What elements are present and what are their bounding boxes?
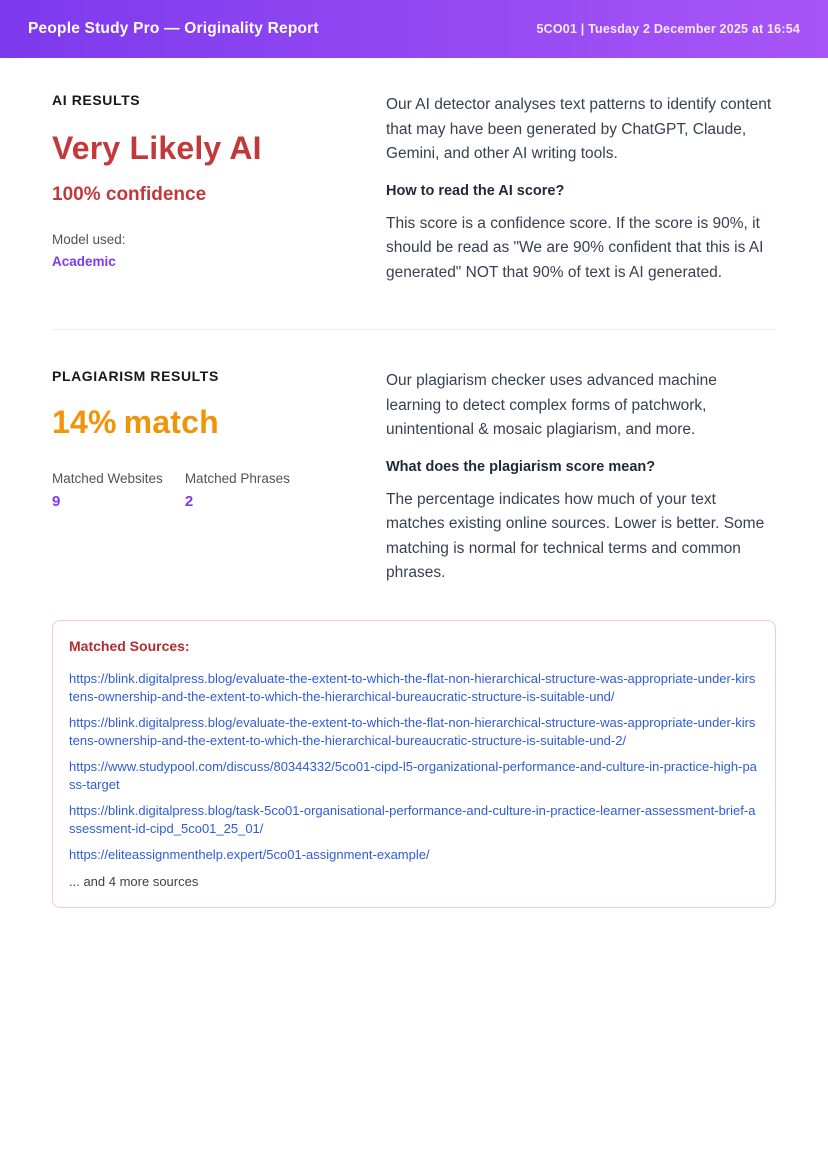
matched-websites-stat	[52, 471, 163, 510]
ai-verdict: Very Likely AI	[52, 130, 262, 166]
source-link[interactable]: https://eliteassignmenthelp.expert/5co01-assignment-example/	[69, 846, 430, 862]
plagiarism-score-suffix: match	[123, 404, 219, 440]
ai-confidence: 100% confidence	[52, 184, 207, 205]
ai-results-description	[386, 92, 776, 285]
matched-phrases-stat	[185, 471, 293, 510]
ai-score-subheading: How to read the AI score?	[386, 182, 565, 199]
plagiarism-score-subheading: What does the plagiarism score mean?	[386, 458, 656, 475]
plagiarism-description-text: Our plagiarism checker uses advanced machine learning to detect complex forms of patchwork, unintentional & mosaic plagiarism, and more.	[386, 372, 717, 438]
source-link[interactable]: https://blink.digitalpress.blog/evaluate-the-extent-to-which-the-flat-non-hierarchical-structure-was-appropriate-under-kirstens-ownership-and-the-extent-to-which-the-hierarchical-bureaucratic-structure-is-suitable-und-2/	[69, 714, 756, 748]
plagiarism-score-percent: 14%	[52, 404, 117, 440]
matched-sources-heading: Matched Sources:	[69, 637, 190, 654]
report-body	[0, 58, 828, 586]
source-link[interactable]: https://blink.digitalpress.blog/task-5co01-organisational-performance-and-culture-in-practice-learner-assessment-brief-assessment-id-cipd_5co01_25_01/	[69, 802, 756, 836]
more-sources-text: ... and 4 more sources	[69, 874, 199, 889]
ai-score-explanation: This score is a confidence score. If the score is 90%, it should be read as "We are 90% confident that this is AI generated" NOT that 90% of text is AI generated.	[386, 214, 764, 281]
report-meta: 5CO01 | Tuesday 2 December 2025 at 16:54	[536, 22, 800, 36]
plagiarism-score	[52, 404, 386, 441]
model-used-value: Academic	[52, 254, 116, 269]
report-header	[0, 0, 828, 58]
plagiarism-results-section	[52, 368, 776, 586]
source-link[interactable]: https://blink.digitalpress.blog/evaluate-the-extent-to-which-the-flat-non-hierarchical-structure-was-appropriate-under-kirstens-ownership-and-the-extent-to-which-the-hierarchical-bureaucratic-structure-is-suitable-und/	[69, 670, 756, 704]
ai-results-heading: AI RESULTS	[52, 92, 141, 108]
matched-phrases-label: Matched Phrases	[184, 471, 290, 486]
section-divider	[52, 329, 776, 330]
matched-websites-label: Matched Websites	[52, 471, 163, 486]
matched-websites-value: 9	[52, 493, 61, 510]
model-used-label: Model used:	[52, 232, 126, 247]
plagiarism-summary	[52, 368, 386, 586]
source-link[interactable]: https://www.studypool.com/discuss/80344332/5co01-cipd-l5-organizational-performance-and-culture-in-practice-high-pass-target	[69, 758, 757, 792]
plagiarism-results-heading: PLAGIARISM RESULTS	[52, 368, 219, 384]
report-title: People Study Pro — Originality Report	[28, 20, 319, 37]
ai-results-section	[52, 92, 776, 285]
ai-description-text: Our AI detector analyses text patterns to identify content that may have been generated by ChatGPT, Claude, Gemini, and other AI writing tools.	[386, 96, 772, 162]
plagiarism-description	[386, 368, 776, 586]
matched-phrases-value: 2	[184, 493, 194, 510]
plagiarism-stats	[52, 471, 386, 510]
ai-results-summary	[52, 92, 386, 285]
plagiarism-score-explanation: The percentage indicates how much of your text matches existing online sources. Lower is better. Some matching is normal for technical terms and common phrases.	[386, 490, 765, 581]
matched-sources-box	[52, 620, 776, 909]
